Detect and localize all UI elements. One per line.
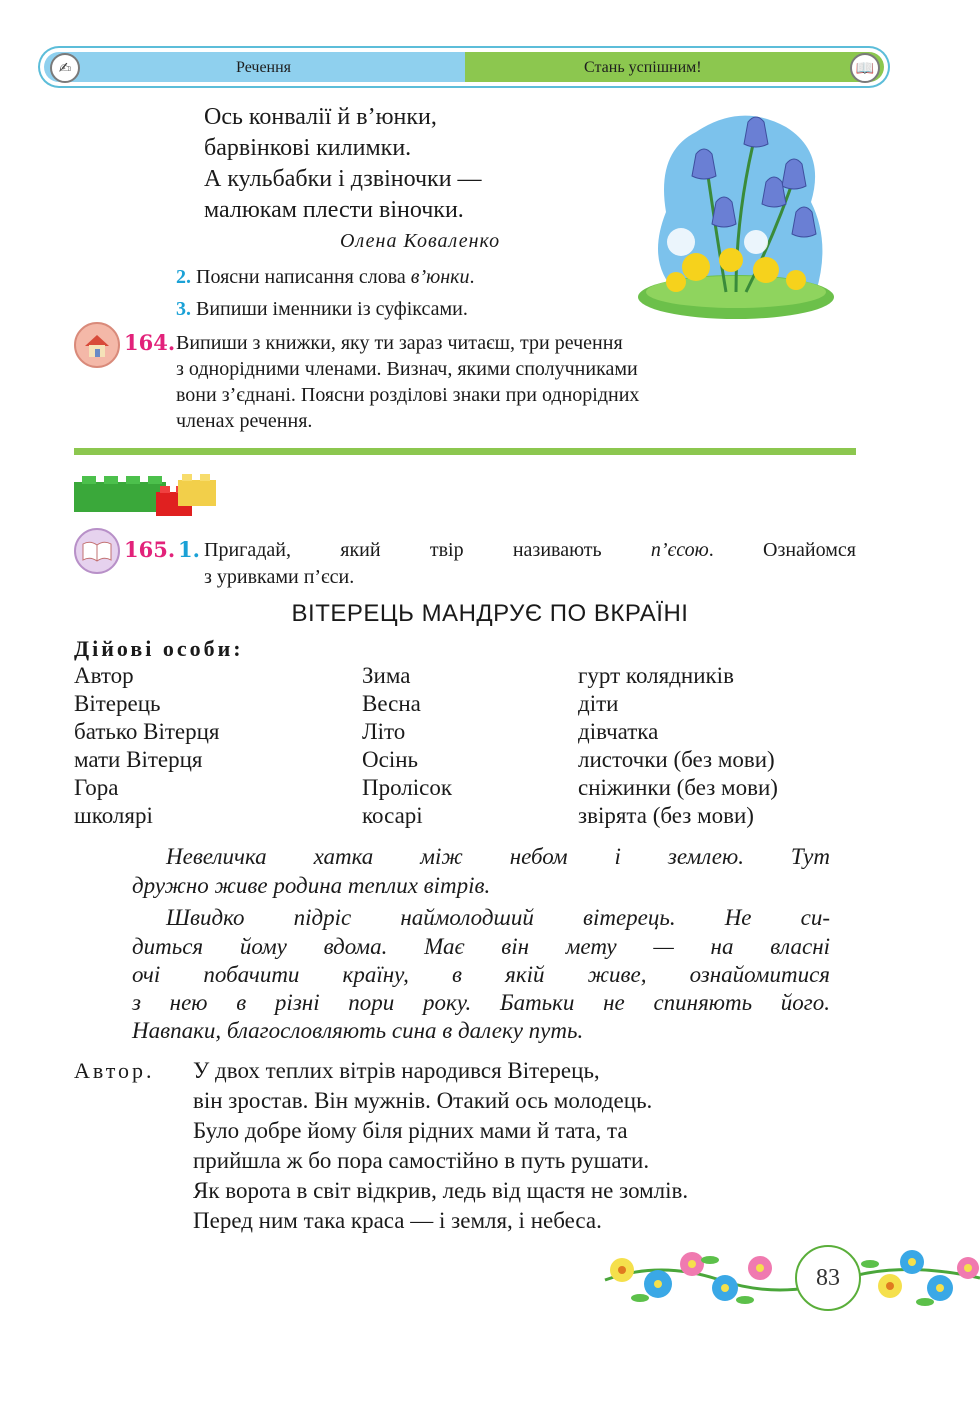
exercise-165-line: з уривками п’єси.: [204, 566, 355, 588]
task-number: 2.: [176, 266, 191, 288]
role-item: батько Вітерця: [74, 719, 220, 744]
play-title: ВІТЕРЕЦЬ МАНДРУЄ ПО ВКРАЇНІ: [291, 600, 689, 627]
speech-line: Було добре йому біля рідних мами й тата, та: [193, 1118, 628, 1143]
role-item: Весна: [362, 691, 421, 716]
pen-icon: ✍: [50, 53, 80, 83]
exercise-165-text: . Ознайомся: [708, 539, 856, 561]
speech-line: Перед ним така краса — і земля, і небеса.: [193, 1208, 602, 1233]
speech-line: він зростав. Він мужнів. Отакий ось молодець.: [193, 1088, 653, 1113]
exercise-165-text: Пригадай, який твір називають: [204, 539, 651, 561]
bluebell-flowers-illustration: [636, 92, 836, 322]
task-item: [176, 266, 475, 289]
book-icon: 📖: [850, 53, 880, 83]
exercise-164-line: Випиши з книжки, яку ти зараз читаєш, три речення: [176, 332, 623, 354]
speech-line: У двох теплих вітрів народився Вітерець,: [193, 1058, 600, 1083]
speech-line: Як ворота в світ відкрив, ледь від щастя не зомлів.: [193, 1178, 689, 1203]
exercise-165-line: [204, 537, 856, 563]
task-number: 1.: [178, 537, 200, 562]
lego-bricks-icon: [74, 470, 219, 520]
task-word: в’юнки: [410, 266, 470, 288]
stage-direction-line: диться йому вдома. Має він мету — на власні: [132, 934, 830, 959]
role-item: косарі: [362, 803, 423, 828]
stage-direction-line: очі побачити країну, в якій живе, ознайомитися: [132, 962, 830, 987]
role-item: Вітерець: [74, 691, 161, 716]
stage-direction-line: дружно живе родина теплих вітрів.: [132, 873, 491, 898]
task-number: 3.: [176, 298, 191, 320]
exercise-number: 165.: [124, 537, 176, 562]
role-item: діти: [578, 691, 619, 716]
task-text: Поясни написання слова: [196, 266, 411, 288]
role-item: гурт колядників: [578, 663, 734, 688]
poem-author: Олена Коваленко: [340, 230, 501, 252]
role-item: Пролісок: [362, 775, 453, 800]
role-item: мати Вітерця: [74, 747, 203, 772]
role-item: Автор: [74, 663, 134, 688]
role-item: Літо: [362, 719, 406, 744]
page-number: 83: [795, 1245, 861, 1311]
roles-heading: Дійові особи:: [74, 636, 244, 661]
header-motto: Стань успішним!: [584, 59, 702, 76]
home-task-icon: [74, 322, 120, 368]
exercise-164-line: вони з’єднані. Поясни розділові знаки при однорідних: [176, 384, 640, 406]
poem-line: Ось конвалії й в’юнки,: [204, 104, 437, 130]
role-item: звірята (без мови): [578, 803, 754, 828]
role-item: Зима: [362, 663, 411, 688]
role-item: сніжинки (без мови): [578, 775, 778, 800]
stage-direction-line: Невеличка хатка між небом і землею. Тут: [166, 844, 830, 869]
role-item: листочки (без мови): [578, 747, 775, 772]
section-divider: [74, 448, 856, 455]
poem-line: барвінкові килимки.: [204, 135, 412, 161]
exercise-number: 164.: [124, 330, 176, 355]
speaker-name: Автор.: [74, 1058, 155, 1083]
exercise-165-word: п’єсою: [650, 539, 709, 561]
stage-direction-line: з нею в різні пори року. Батьки не спиняють його.: [132, 990, 830, 1015]
role-item: Осінь: [362, 747, 419, 772]
role-item: Гора: [74, 775, 119, 800]
task-end: .: [469, 266, 475, 288]
role-item: дівчатка: [578, 719, 659, 744]
flower-border-decoration: [600, 1240, 980, 1312]
header-section-title: Речення: [236, 59, 292, 76]
role-item: школярі: [74, 803, 153, 828]
poem-line: малюкам плести віночки.: [204, 197, 464, 223]
speech-line: прийшла ж бо пора самостійно в путь рушати.: [193, 1148, 650, 1173]
task-text: Випиши іменники із суфіксами.: [196, 298, 468, 320]
stage-direction-line: Навпаки, благословляють сина в далеку путь.: [132, 1018, 584, 1043]
exercise-164-line: членах речення.: [176, 410, 313, 432]
poem-line: А кульбабки і дзвіночки —: [204, 166, 482, 192]
task-item: [176, 298, 468, 321]
stage-direction-line: Швидко підріс наймолодший вітерець. Не си-: [166, 905, 830, 930]
exercise-164-line: з однорідними членами. Визнач, якими сполучниками: [176, 358, 638, 380]
reading-book-icon: [74, 528, 120, 574]
